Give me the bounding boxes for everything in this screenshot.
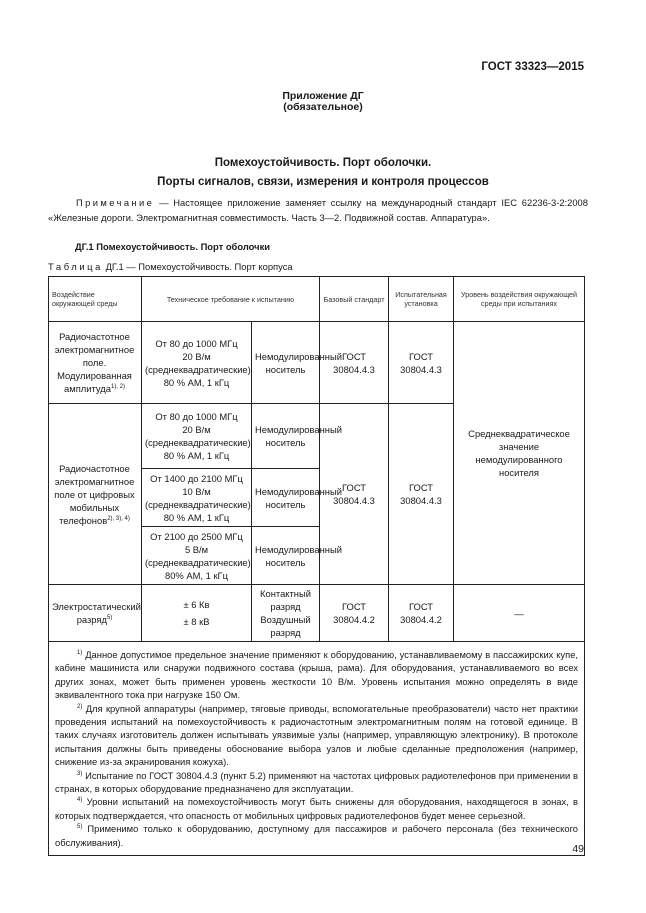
env-rf-field bbox=[49, 322, 142, 404]
env-mobile-phones bbox=[49, 404, 142, 585]
signal-cell: Немодулированный носитель bbox=[252, 527, 320, 585]
modulation: 80 % АМ, 1 кГц bbox=[163, 511, 230, 523]
table-caption-text: ДГ.1 — Помехоустойчивость. Порт корпуса bbox=[102, 261, 293, 272]
field-strength: 20 В/м (среднеквадратические) bbox=[145, 424, 251, 448]
signal-cell: Немодулированный носитель bbox=[252, 469, 320, 527]
contact-discharge: Контактный разряд bbox=[260, 588, 311, 612]
freq-range: От 1400 до 2100 МГц bbox=[150, 472, 243, 484]
footnote-mark: 5) bbox=[77, 824, 83, 831]
field-strength: 5 В/м (среднеквадратические) bbox=[145, 543, 251, 568]
header-environment: Воздействие окружающей среды bbox=[49, 277, 142, 322]
footnote bbox=[55, 795, 578, 822]
note-paragraph bbox=[48, 196, 588, 225]
table-caption bbox=[48, 261, 293, 272]
requirement-cell bbox=[142, 322, 252, 404]
air-discharge: Воздушный разряд bbox=[260, 614, 311, 638]
footnote-ref: 2), 3), 4) bbox=[107, 515, 130, 522]
voltage-cell bbox=[142, 585, 252, 642]
footnote bbox=[55, 822, 578, 849]
setup-cell: ГОСТ 30804.4.3 bbox=[389, 404, 454, 585]
env-text: Радиочастотное электромагнитное поле. Модулированная амплитуда bbox=[54, 331, 135, 394]
level-cell: — bbox=[454, 585, 585, 642]
header-level: Уровень воздействия окружающей среды при испытаниях bbox=[454, 277, 585, 322]
footnote-text: Применимо только к оборудованию, доступному для пассажиров и рабочего персонала (без технического обслуживания). bbox=[55, 823, 579, 848]
requirement-cell bbox=[142, 404, 252, 469]
standard-cell: ГОСТ 30804.4.2 bbox=[320, 585, 389, 642]
header-standard: Базовый стандарт bbox=[320, 277, 389, 322]
footnote-text: Данное допустимое предельное значение применяют к оборудованию, устанавливаемому в пассажирских купе, кабине машиниста или снаружи подвижного состава (крыша, рама). Для оборудования, устанавливаемого во всех других зонах, может быть применен уровень жесткости 10 В/м. Уровень испытания можно определять в виде эквивалентного тока при нагрузке 150 Ом. bbox=[55, 649, 579, 701]
standard-code: ГОСТ 33323—2015 bbox=[481, 61, 584, 73]
footnotes-cell bbox=[49, 642, 585, 856]
table-caption-label: Таблица bbox=[48, 261, 103, 272]
modulation: 80 % АМ, 1 кГц bbox=[163, 450, 230, 461]
field-strength: 20 В/м (среднеквадратические) bbox=[145, 350, 251, 375]
footnote-mark: 1) bbox=[77, 649, 83, 656]
footnote bbox=[55, 702, 578, 769]
footnote-mark: 2) bbox=[77, 703, 83, 710]
annex-title: Приложение ДГ bbox=[282, 90, 364, 102]
header-setup: Испытательная установка bbox=[389, 277, 454, 322]
footnote-text: Испытание по ГОСТ 30804.4.3 (пункт 5.2) применяют на частотах цифровых радиотелефонов при применении в странах, в которых оборудование предназначено для эксплуатации. bbox=[55, 769, 579, 795]
footnote-text: Для крупной аппаратуры (например, тяговые приводы, вспомогательные преобразователи) часто нет практики проведения испытаний на помехоустойчивость к радиочастотным электромагнитным полям на готовой единице. В таких случаях изготовитель должен испытывать уязвимые узлы (например, управляющую электронику). В протоколе испытания должны быть приведены обоснование выбора узлов и любые сделанные предположения (например, снижение из-за экранирования кожуха). bbox=[55, 702, 579, 768]
immunity-table bbox=[48, 276, 585, 856]
footnote bbox=[55, 769, 578, 796]
signal-cell: Немодулированный носитель bbox=[252, 404, 320, 469]
footnotes-row bbox=[49, 642, 585, 856]
footnote-text: Уровни испытаний на помехоустойчивость могут быть снижены для оборудования, находящегося в зонах, в которых подтверждается, что опасность от мобильных цифровых радиотелефонов будет менее серьезной. bbox=[55, 796, 579, 821]
footnote-mark: 4) bbox=[77, 797, 83, 804]
voltage-contact: ± 6 Кв bbox=[183, 599, 210, 610]
footnote-mark: 3) bbox=[77, 770, 83, 777]
discharge-type-cell bbox=[252, 585, 320, 642]
modulation: 80 % АМ, 1 кГц bbox=[163, 376, 230, 388]
setup-cell: ГОСТ 30804.4.2 bbox=[389, 585, 454, 642]
env-esd bbox=[49, 585, 142, 642]
annex-status: (обязательное) bbox=[283, 101, 363, 113]
env-text: Электростатический разряд bbox=[52, 601, 141, 625]
setup-cell: ГОСТ 30804.4.3 bbox=[389, 322, 454, 404]
note-text: — Настоящее приложение заменяет ссылку на международный стандарт IEC 62236-3-2:2008 «Железные дороги. Электромагнитная совместимость. Часть 3—2. Подвижной состав. Аппаратура». bbox=[48, 197, 588, 223]
level-cell: Среднеквадратическое значение немодулированного носителя bbox=[454, 322, 585, 585]
section-title: ДГ.1 Помехоустойчивость. Порт оболочки bbox=[75, 241, 271, 252]
annex-heading-line1: Помехоустойчивость. Порт оболочки. bbox=[214, 157, 432, 169]
page-number: 49 bbox=[572, 843, 584, 855]
modulation: 80% АМ, 1 кГц bbox=[164, 569, 228, 581]
standard-cell: ГОСТ 30804.4.3 bbox=[320, 322, 389, 404]
requirement-cell bbox=[142, 469, 252, 527]
table-row bbox=[49, 585, 585, 642]
table-header-row bbox=[49, 277, 585, 322]
footnote bbox=[55, 648, 578, 702]
requirement-cell bbox=[142, 527, 252, 585]
freq-range: От 80 до 1000 МГц bbox=[155, 337, 238, 349]
note-label: Примечание bbox=[76, 197, 155, 208]
footnote-ref: 1), 2) bbox=[110, 383, 125, 390]
table-row bbox=[49, 322, 585, 404]
signal-cell: Немодулированный носитель bbox=[252, 322, 320, 404]
freq-range: От 80 до 1000 МГц bbox=[155, 411, 238, 422]
standard-cell: ГОСТ 30804.4.3 bbox=[320, 404, 389, 585]
header-requirement: Техническое требование к испытанию bbox=[142, 277, 320, 322]
freq-range: От 2100 до 2500 МГц bbox=[150, 530, 243, 542]
annex-heading-line2: Порты сигналов, связи, измерения и контроля процессов bbox=[157, 176, 489, 188]
field-strength: 10 В/м (среднеквадратические) bbox=[145, 485, 251, 510]
env-text: Радиочастотное электромагнитное поле от цифровых мобильных телефонов bbox=[54, 462, 135, 526]
footnote-ref: 5) bbox=[106, 614, 113, 621]
voltage-air: ± 8 кВ bbox=[183, 616, 210, 627]
